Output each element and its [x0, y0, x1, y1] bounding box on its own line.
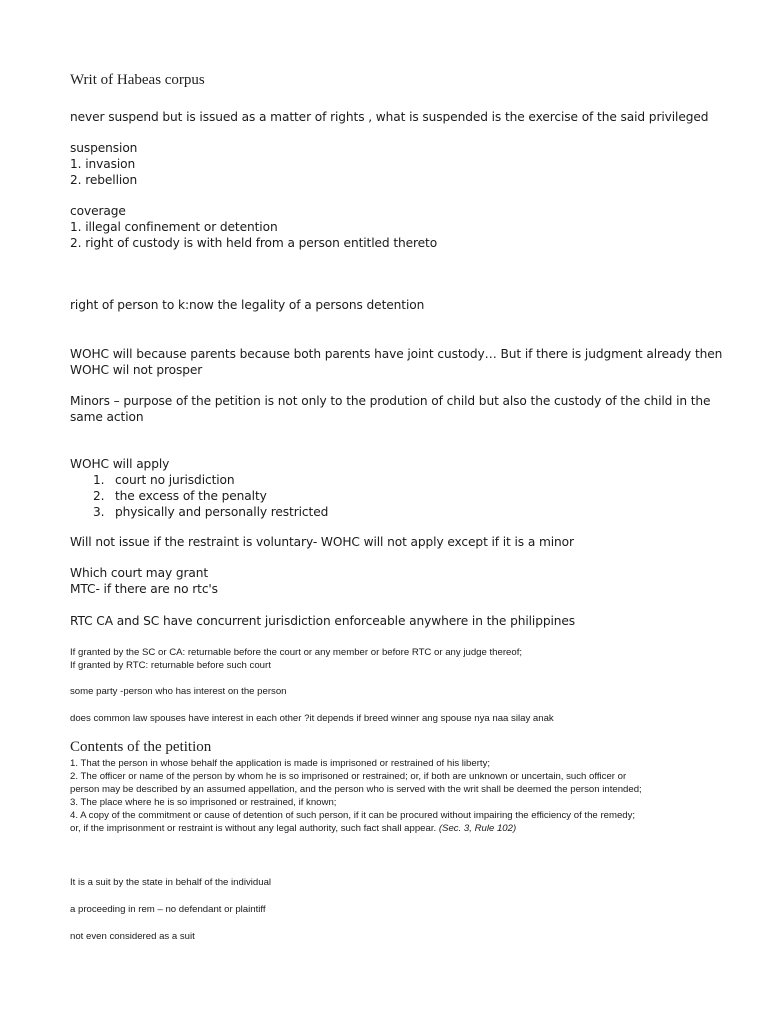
coverage-item: 1. illegal confinement or detention: [70, 220, 278, 234]
list-number: 1.: [93, 473, 105, 487]
coverage-item: 2. right of custody is with held from a person entitled thereto: [70, 236, 438, 250]
suspension-item: 1. invasion: [70, 157, 136, 171]
list-text: the excess of the penalty: [115, 489, 267, 503]
list-text: court no jurisdiction: [115, 473, 235, 487]
suspension-item: 2. rebellion: [70, 173, 138, 187]
concurrent-paragraph: RTC CA and SC have concurrent jurisdiction enforceable anywhere in the philippines: [70, 614, 576, 628]
contents-last-text: or, if the imprisonment or restraint is without any legal authority, such fact shall appear.: [70, 823, 439, 834]
wohc-apply-label: WOHC will apply: [70, 457, 170, 471]
list-text: physically and personally restricted: [115, 505, 329, 519]
suit-note: not even considered as a suit: [70, 931, 195, 942]
contents-line: 3. The place where he is so imprisoned or restrained, if known;: [70, 797, 337, 808]
right-of-person-paragraph: right of person to k:now the legality of a persons detention: [70, 298, 425, 312]
wohc-parents-line: WOHC will because parents because both parents have joint custody… But if there is judgment already then: [70, 347, 723, 361]
which-court-line: MTC- if there are no rtc's: [70, 582, 218, 596]
intro-paragraph: never suspend but is issued as a matter of rights , what is suspended is the exercise of the said privileged: [70, 110, 709, 124]
minors-line: Minors – purpose of the petition is not only to the prodution of child but also the custody of the child in the: [70, 394, 711, 408]
common-law-note: does common law spouses have interest in each other ?it depends if breed winner ang spouse nya naa silay anak: [70, 713, 554, 724]
returnable-line: If granted by the SC or CA: returnable before the court or any member or before RTC or any judge thereof;: [70, 647, 523, 658]
list-number: 3.: [93, 505, 105, 519]
contents-heading: Contents of the petition: [70, 739, 212, 755]
suit-note: a proceeding in rem – no defendant or plaintiff: [70, 904, 266, 915]
citation: (Sec. 3, Rule 102): [438, 823, 517, 834]
contents-line-final: [70, 823, 516, 836]
document-title: Writ of Habeas corpus: [70, 72, 205, 88]
some-party-note: some party -person who has interest on the person: [70, 686, 287, 697]
contents-line: 2. The officer or name of the person by whom he is so imprisoned or restrained; or, if both are unknown or uncertain, such officer or: [70, 771, 627, 782]
coverage-label: coverage: [70, 204, 126, 218]
contents-line: 4. A copy of the commitment or cause of detention of such person, if it can be procured without impairing the efficiency of the remedy;: [70, 810, 636, 821]
suit-note: It is a suit by the state in behalf of the individual: [70, 877, 272, 888]
list-number: 2.: [93, 489, 105, 503]
contents-line: 1. That the person in whose behalf the application is made is imprisoned or restrained of his liberty;: [70, 758, 491, 769]
minors-line: same action: [70, 410, 144, 424]
voluntary-paragraph: Will not issue if the restraint is voluntary- WOHC will not apply except if it is a minor: [70, 535, 574, 549]
returnable-line: If granted by RTC: returnable before such court: [70, 660, 271, 671]
suspension-label: suspension: [70, 141, 138, 155]
wohc-parents-line: WOHC wil not prosper: [70, 363, 203, 377]
contents-line: person may be described by an assumed appellation, and the person who is served with the writ shall be deemed the person intended;: [70, 784, 642, 795]
which-court-line: Which court may grant: [70, 566, 209, 580]
